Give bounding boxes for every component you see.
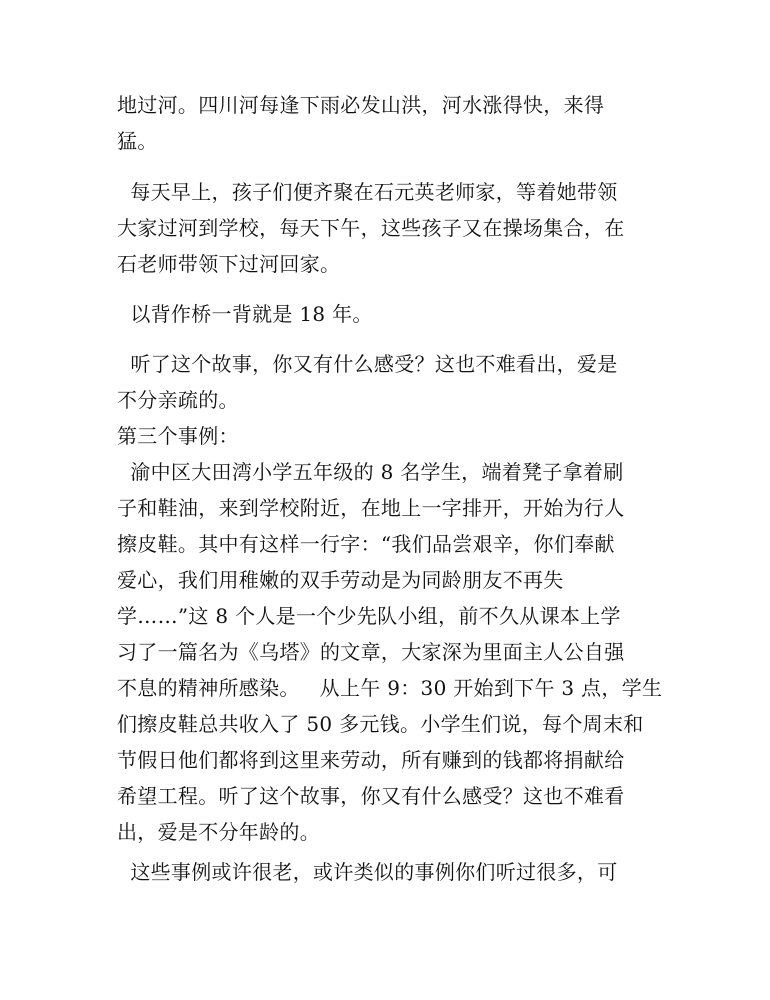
text-line: 听了这个故事，你又有什么感受？这也不难看出，爱是 — [117, 352, 618, 376]
text-line: 这些事例或许很老，或许类似的事例你们听过很多，可 — [117, 860, 618, 884]
text-line: 爱心，我们用稚嫩的双手劳动是为同龄朋友不再失 — [117, 568, 564, 592]
text-line: 不分亲疏的。 — [117, 388, 239, 412]
text-line: 擦皮鞋。其中有这样一行字：“我们品尝艰辛，你们奉献 — [117, 532, 615, 556]
text-line: 每天早上，孩子们便齐聚在石元英老师家，等着她带领 — [117, 180, 618, 204]
text-line: 出，爱是不分年龄的。 — [117, 820, 320, 844]
text-line: 节假日他们都将到这里来劳动，所有赚到的钱都将捐献给 — [117, 748, 625, 772]
text-line: 大家过河到学校，每天下午，这些孩子又在操场集合，在 — [117, 216, 625, 240]
text-line: 不息的精神所感染。 从上午 9：30 开始到下午 3 点，学生 — [117, 676, 663, 700]
text-line: 们擦皮鞋总共收入了 50 多元钱。小学生们说，每个周末和 — [117, 712, 644, 736]
text-line: 石老师带领下过河回家。 — [117, 252, 341, 276]
text-line: 地过河。四川河每逢下雨必发山洪，河水涨得快，来得 — [117, 93, 605, 117]
text-line: 希望工程。听了这个故事，你又有什么感受？这也不难看 — [117, 784, 625, 808]
text-line: 以背作桥一背就是 18 年。 — [117, 302, 373, 326]
text-line: 猛。 — [117, 129, 158, 153]
text-line: 子和鞋油，来到学校附近，在地上一字排开，开始为行人 — [117, 496, 625, 520]
text-line: 学……”这 8 个人是一个少先队小组，前不久从课本上学 — [117, 604, 621, 628]
text-line: 第三个事例： — [117, 424, 239, 448]
text-line: 习了一篇名为《乌塔》的文章，大家深为里面主人公自强 — [117, 640, 625, 664]
text-line: 渝中区大田湾小学五年级的 8 名学生，端着凳子拿着刷 — [117, 460, 624, 484]
